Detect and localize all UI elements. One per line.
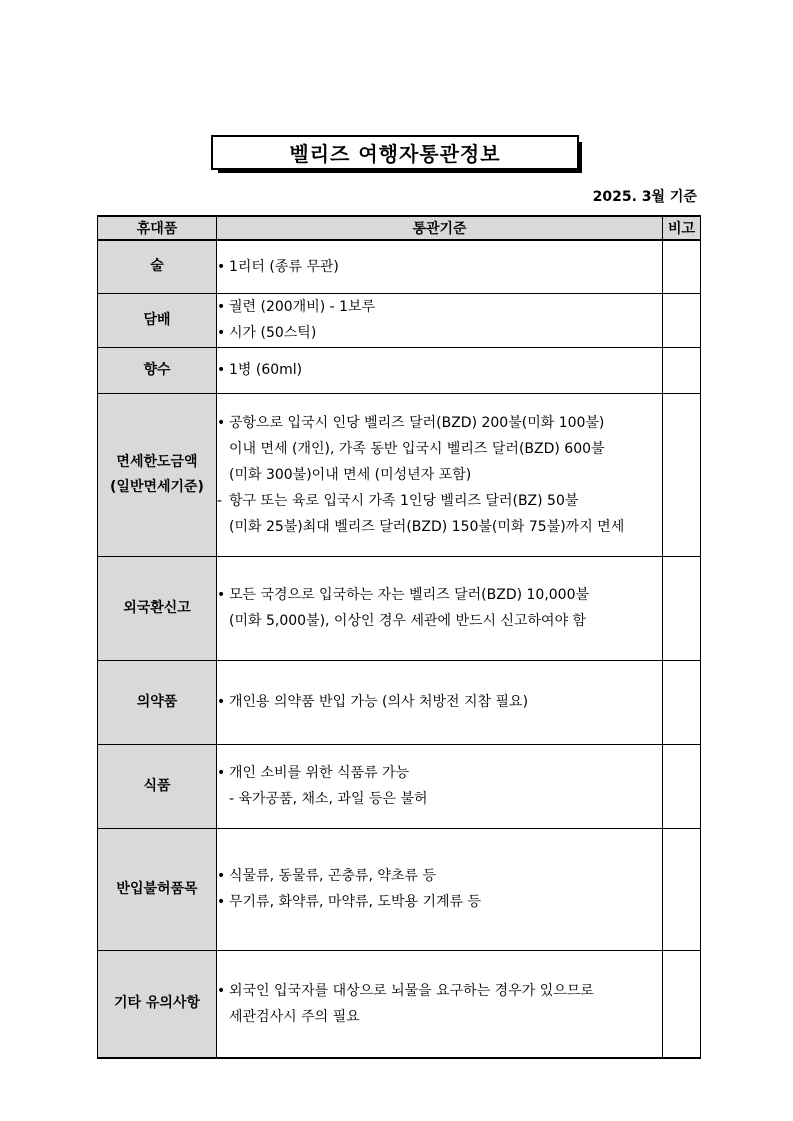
criteria-text: 항구 또는 육로 입국시 가족 1인당 벨리즈 달러(BZ) 50불: [229, 492, 579, 509]
note-cell: [663, 556, 701, 660]
table-body: [98, 240, 701, 1058]
criteria-line: [217, 863, 662, 889]
header-note: 비고: [663, 216, 701, 240]
bullet-marker: •: [217, 894, 226, 910]
bullet-marker: -: [217, 492, 223, 509]
bullet-marker: •: [217, 299, 226, 315]
table-row: [98, 393, 701, 556]
header-item: 휴대품: [98, 216, 217, 240]
customs-table: [97, 215, 701, 1059]
criteria-text: 1리터 (종류 무관): [229, 258, 339, 275]
note-cell: [663, 828, 701, 950]
criteria-line: [217, 462, 662, 488]
bullet-marker: •: [217, 868, 226, 884]
item-cell: [98, 828, 217, 950]
criteria-line: [217, 608, 662, 634]
criteria-text: 모든 국경으로 입국하는 자는 벨리즈 달러(BZD) 10,000불: [229, 587, 590, 603]
criteria-line: [217, 436, 662, 462]
criteria-line: [217, 488, 662, 514]
item-cell: [98, 240, 217, 293]
bullet-marker: •: [217, 414, 226, 431]
note-cell: [663, 393, 701, 556]
criteria-text: (미화 300불)이내 면세 (미성년자 포함): [229, 466, 472, 483]
criteria-text: 개인용 의약품 반입 가능 (의사 처방전 지참 필요): [229, 694, 529, 710]
item-label: (일반면세기준): [110, 478, 204, 495]
document-title: 벨리즈 여행자통관정보: [211, 135, 579, 170]
criteria-line: [217, 689, 662, 715]
reference-date: 2025. 3월 기준: [592, 189, 697, 205]
note-cell: [663, 950, 701, 1058]
table-header-row: [98, 216, 701, 240]
criteria-cell: [217, 744, 663, 828]
item-label: 향수: [143, 361, 171, 378]
table-row: [98, 293, 701, 347]
criteria-text: (미화 5,000불), 이상인 경우 세관에 반드시 신고하여야 함: [229, 613, 587, 629]
table-row: [98, 660, 701, 744]
criteria-text: 1병 (60ml): [229, 362, 303, 378]
criteria-text: 궐련 (200개비) - 1보루: [229, 299, 376, 315]
item-label: 면세한도금액: [116, 453, 198, 470]
item-cell: [98, 393, 217, 556]
criteria-line: [217, 320, 662, 346]
table-row: [98, 347, 701, 393]
table-row: [98, 744, 701, 828]
item-label: 담배: [143, 311, 171, 328]
item-label: 식품: [143, 777, 171, 794]
criteria-text: 세관검사시 주의 필요: [229, 1008, 360, 1025]
criteria-text: 이내 면세 (개인), 가족 동반 입국시 벨리즈 달러(BZD) 600불: [229, 440, 605, 457]
criteria-line: [217, 514, 662, 540]
note-cell: [663, 744, 701, 828]
item-label: 외국환신고: [123, 599, 191, 616]
note-cell: [663, 347, 701, 393]
criteria-line: [217, 760, 662, 786]
criteria-text: - 육가공품, 채소, 과일 등은 불허: [229, 791, 428, 807]
item-cell: [98, 744, 217, 828]
criteria-text: 시가 (50스틱): [229, 325, 317, 341]
item-cell: [98, 950, 217, 1058]
criteria-text: 식물류, 동물류, 곤충류, 약초류 등: [229, 868, 436, 884]
criteria-line: [217, 978, 662, 1004]
item-cell: [98, 347, 217, 393]
bullet-marker: •: [217, 258, 226, 275]
criteria-cell: [217, 660, 663, 744]
criteria-line: [217, 294, 662, 320]
criteria-line: [217, 786, 662, 812]
item-cell: [98, 556, 217, 660]
table-row: [98, 240, 701, 293]
criteria-cell: [217, 347, 663, 393]
bullet-marker: •: [217, 694, 226, 710]
table-row: [98, 950, 701, 1058]
item-label: 반입불허품목: [116, 880, 198, 897]
criteria-cell: [217, 828, 663, 950]
table-row: [98, 828, 701, 950]
criteria-cell: [217, 950, 663, 1058]
criteria-line: [217, 357, 662, 383]
item-cell: [98, 660, 217, 744]
item-label: 의약품: [136, 693, 178, 710]
header-criteria: 통관기준: [217, 216, 663, 240]
criteria-text: 공항으로 입국시 인당 벨리즈 달러(BZD) 200불(미화 100불): [229, 414, 605, 431]
criteria-text: 개인 소비를 위한 식품류 가능: [229, 765, 410, 781]
note-cell: [663, 660, 701, 744]
criteria-cell: [217, 393, 663, 556]
criteria-line: [217, 889, 662, 915]
note-cell: [663, 240, 701, 293]
criteria-line: [217, 1004, 662, 1030]
table-row: [98, 556, 701, 660]
item-label: 술: [150, 258, 164, 275]
criteria-line: [217, 254, 662, 280]
item-label: 기타 유의사항: [113, 995, 201, 1012]
criteria-line: [217, 410, 662, 436]
note-cell: [663, 293, 701, 347]
criteria-text: (미화 25불)최대 벨리즈 달러(BZD) 150불(미화 75불)까지 면세: [229, 518, 625, 535]
item-cell: [98, 293, 217, 347]
bullet-marker: •: [217, 982, 226, 999]
criteria-cell: [217, 556, 663, 660]
bullet-marker: •: [217, 325, 226, 341]
bullet-marker: •: [217, 765, 226, 781]
criteria-line: [217, 582, 662, 608]
criteria-cell: [217, 293, 663, 347]
criteria-text: 외국인 입국자를 대상으로 뇌물을 요구하는 경우가 있으므로: [229, 982, 594, 999]
criteria-cell: [217, 240, 663, 293]
criteria-text: 무기류, 화약류, 마약류, 도박용 기계류 등: [229, 894, 481, 910]
bullet-marker: •: [217, 587, 226, 603]
bullet-marker: •: [217, 362, 226, 378]
